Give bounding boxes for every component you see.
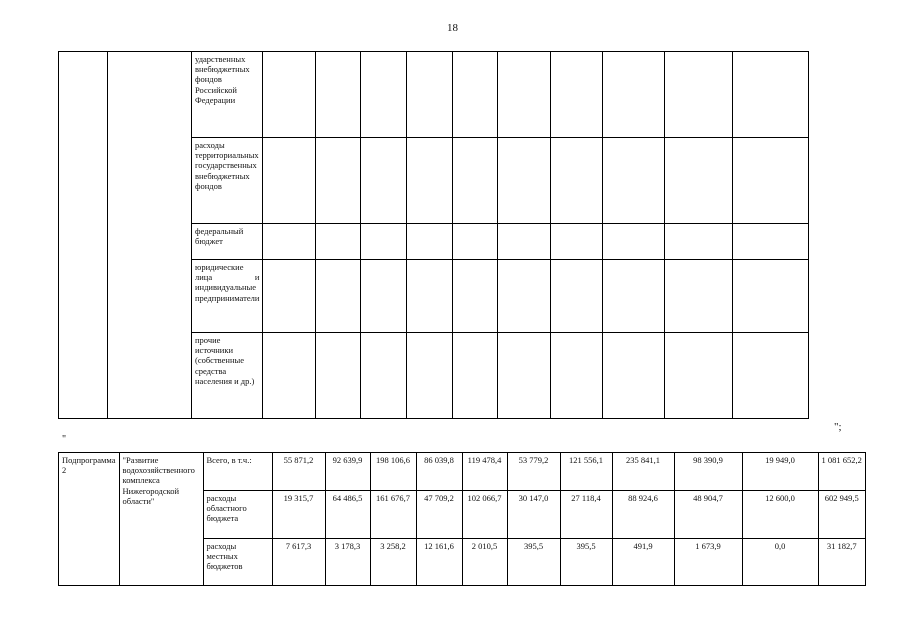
row-label: Всего, в т.ч.: bbox=[203, 453, 272, 491]
row-label: ударственных внебюджетных фондов Российской Федерации bbox=[192, 52, 263, 138]
row-label: юридические лица и индивидуальные предприниматели bbox=[192, 260, 263, 333]
table-row bbox=[59, 52, 809, 138]
value-cell: 19 315,7 bbox=[272, 491, 325, 539]
value-cell: 0,0 bbox=[742, 539, 818, 586]
value-cell: 102 066,7 bbox=[462, 491, 507, 539]
value-cell: 31 182,7 bbox=[818, 539, 865, 586]
row-label: расходы местных бюджетов bbox=[203, 539, 272, 586]
value-cell: 602 949,5 bbox=[818, 491, 865, 539]
row-label: федеральный бюджет bbox=[192, 224, 263, 260]
value-cell: 88 924,6 bbox=[612, 491, 674, 539]
value-cell: 1 673,9 bbox=[674, 539, 742, 586]
closing-quote-mark: "; bbox=[834, 421, 842, 433]
value-cell: 55 871,2 bbox=[272, 453, 325, 491]
value-cell: 235 841,1 bbox=[612, 453, 674, 491]
value-cell: 12 600,0 bbox=[742, 491, 818, 539]
top-table-fragment bbox=[58, 51, 809, 419]
value-cell: 92 639,9 bbox=[325, 453, 370, 491]
value-cell: 198 106,6 bbox=[370, 453, 416, 491]
subprogram-table bbox=[58, 452, 866, 586]
row-label: расходы областного бюджета bbox=[203, 491, 272, 539]
value-cell: 64 486,5 bbox=[325, 491, 370, 539]
value-cell: 30 147,0 bbox=[507, 491, 560, 539]
table-row bbox=[59, 453, 866, 491]
value-cell: 121 556,1 bbox=[560, 453, 612, 491]
value-cell: 3 258,2 bbox=[370, 539, 416, 586]
value-cell: 119 478,4 bbox=[462, 453, 507, 491]
row-label: прочие источники (собственные средства населения и др.) bbox=[192, 333, 263, 419]
page-number: 18 bbox=[447, 22, 458, 34]
value-cell: 491,9 bbox=[612, 539, 674, 586]
value-cell: 98 390,9 bbox=[674, 453, 742, 491]
value-cell: 2 010,5 bbox=[462, 539, 507, 586]
row-label: расходы территориальных государственных внебюджетных фондов bbox=[192, 138, 263, 224]
value-cell: 7 617,3 bbox=[272, 539, 325, 586]
subprogram-code: Подпрограмма 2 bbox=[59, 453, 120, 586]
value-cell: 1 081 652,2 bbox=[818, 453, 865, 491]
value-cell: 27 118,4 bbox=[560, 491, 612, 539]
value-cell: 12 161,6 bbox=[416, 539, 462, 586]
value-cell: 47 709,2 bbox=[416, 491, 462, 539]
value-cell: 395,5 bbox=[560, 539, 612, 586]
subprogram-name: "Развитие водохозяйственного комплекса Нижегородской области" bbox=[119, 453, 203, 586]
value-cell: 48 904,7 bbox=[674, 491, 742, 539]
value-cell: 19 949,0 bbox=[742, 453, 818, 491]
value-cell: 86 039,8 bbox=[416, 453, 462, 491]
value-cell: 161 676,7 bbox=[370, 491, 416, 539]
value-cell: 395,5 bbox=[507, 539, 560, 586]
value-cell: 3 178,3 bbox=[325, 539, 370, 586]
value-cell: 53 779,2 bbox=[507, 453, 560, 491]
opening-quote-mark: " bbox=[62, 434, 67, 445]
